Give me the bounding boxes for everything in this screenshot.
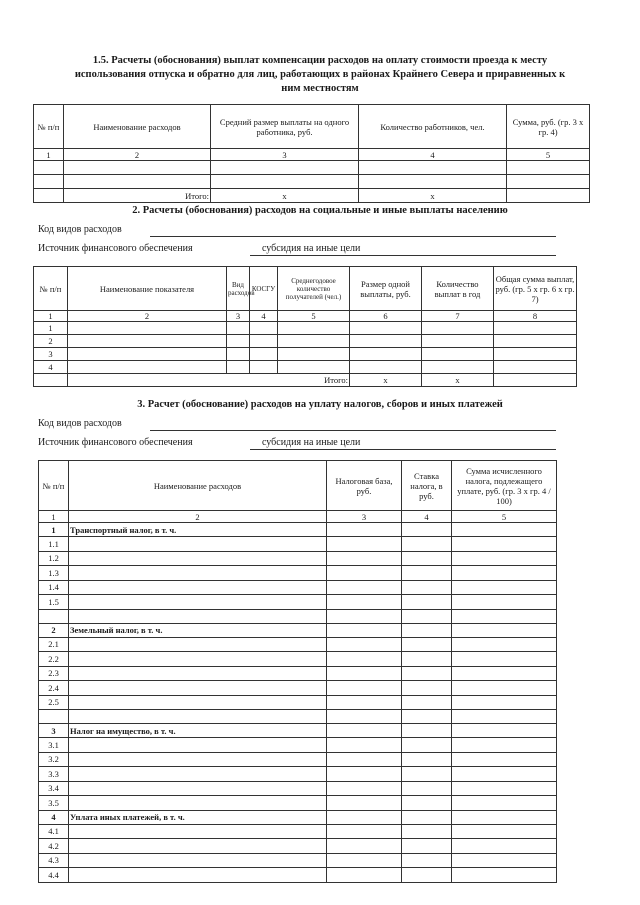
empty-cell[interactable] <box>402 609 452 623</box>
empty-cell[interactable] <box>402 724 452 738</box>
empty-cell[interactable] <box>402 537 452 552</box>
empty-cell[interactable] <box>327 824 402 839</box>
section-2-title: 2. Расчеты (обоснования) расходов на социальные и иные выплаты населению <box>132 205 508 216</box>
tax-subrow <box>39 695 557 710</box>
header-cell: Сумма исчисленного налога, подлежащего уплате, руб. (гр. 3 х гр. 4 / 100) <box>452 461 557 511</box>
header-cell: Ставка налога, в руб. <box>402 461 452 511</box>
section-3-title: 3. Расчет (обоснование) расходов на уплату налогов, сборов и иных платежей <box>137 399 503 410</box>
tax-subrow <box>39 796 557 811</box>
sub-number: 3.5 <box>39 796 69 811</box>
source-line[interactable] <box>250 255 556 256</box>
empty-cell[interactable] <box>69 595 327 610</box>
header-cell: Размер одной выплаты, руб. <box>350 267 422 311</box>
empty-cell[interactable] <box>278 361 350 374</box>
empty-cell[interactable] <box>350 361 422 374</box>
empty-cell[interactable] <box>278 335 350 348</box>
col-number: 1 <box>34 311 68 322</box>
empty-cell[interactable] <box>278 348 350 361</box>
sub-number: 1.1 <box>39 537 69 552</box>
empty-cell[interactable] <box>402 853 452 868</box>
sub-number: 4.4 <box>39 868 69 883</box>
empty-cell[interactable] <box>69 551 327 566</box>
group-number: 2 <box>39 623 69 637</box>
sub-number: 3.1 <box>39 738 69 753</box>
code-label: Код видов расходов <box>38 224 122 235</box>
tax-subrow <box>39 839 557 854</box>
empty-cell[interactable] <box>227 322 250 335</box>
tax-group-row <box>39 523 557 537</box>
empty-cell[interactable] <box>452 566 557 581</box>
total-x: x <box>350 374 422 387</box>
group-number: 1 <box>39 523 69 537</box>
table-2 <box>33 266 577 387</box>
empty-cell[interactable] <box>327 637 402 652</box>
empty-cell[interactable] <box>402 681 452 696</box>
empty-cell[interactable] <box>350 348 422 361</box>
tax-subrow <box>39 824 557 839</box>
total-x: x <box>359 189 507 203</box>
empty-cell[interactable] <box>494 322 577 335</box>
empty-cell[interactable] <box>402 752 452 767</box>
col-number: 4 <box>359 149 507 161</box>
empty-cell[interactable] <box>227 361 250 374</box>
empty-cell[interactable] <box>452 609 557 623</box>
empty-cell[interactable] <box>69 767 327 782</box>
empty-cell[interactable] <box>327 738 402 753</box>
empty-cell[interactable] <box>250 348 278 361</box>
empty-cell[interactable] <box>327 767 402 782</box>
empty-cell[interactable] <box>452 652 557 667</box>
group-name: Налог на имущество, в т. ч. <box>69 724 327 738</box>
col-number: 4 <box>402 511 452 523</box>
empty-cell[interactable] <box>452 595 557 610</box>
empty-cell[interactable] <box>227 348 250 361</box>
sub-number: 3.2 <box>39 752 69 767</box>
empty-cell[interactable] <box>402 868 452 883</box>
tax-subrow <box>39 595 557 610</box>
header-cell: КОСГУ <box>250 267 278 311</box>
empty-cell[interactable] <box>494 348 577 361</box>
code-label: Код видов расходов <box>38 418 122 429</box>
empty-cell[interactable] <box>452 551 557 566</box>
empty-cell[interactable] <box>327 853 402 868</box>
empty-cell[interactable] <box>69 839 327 854</box>
empty-cell[interactable] <box>402 810 452 824</box>
empty-cell[interactable] <box>69 695 327 710</box>
title-line: 1.5. Расчеты (обоснования) выплат компенсации расходов на оплату стоимости проезда к месту <box>92 55 548 66</box>
empty-cell[interactable] <box>452 580 557 595</box>
empty-cell[interactable] <box>402 710 452 724</box>
section-1-5-title <box>30 54 610 96</box>
empty-cell[interactable] <box>452 537 557 552</box>
total-sum-cell[interactable] <box>494 374 577 387</box>
header-cell: № п/п <box>39 461 69 511</box>
empty-cell[interactable] <box>69 781 327 796</box>
empty-cell[interactable] <box>452 781 557 796</box>
empty-cell[interactable] <box>507 175 590 189</box>
empty-cell <box>34 189 64 203</box>
spacer-row <box>39 710 557 724</box>
empty-cell[interactable] <box>452 868 557 883</box>
empty-cell[interactable] <box>327 796 402 811</box>
empty-cell[interactable] <box>402 637 452 652</box>
col-number: 5 <box>278 311 350 322</box>
tax-group-row <box>39 810 557 824</box>
empty-cell[interactable] <box>250 361 278 374</box>
empty-cell[interactable] <box>327 681 402 696</box>
header-cell: Наименование показателя <box>68 267 227 311</box>
group-name: Уплата иных платежей, в т. ч. <box>69 810 327 824</box>
empty-cell[interactable] <box>69 853 327 868</box>
table-3 <box>38 460 557 883</box>
empty-cell[interactable] <box>402 695 452 710</box>
empty-cell[interactable] <box>69 738 327 753</box>
tax-subrow <box>39 781 557 796</box>
header-cell: Вид расходов <box>227 267 250 311</box>
empty-cell[interactable] <box>452 810 557 824</box>
empty-cell[interactable] <box>422 335 494 348</box>
empty-cell <box>39 609 69 623</box>
empty-cell[interactable] <box>327 710 402 724</box>
sub-number: 3.4 <box>39 781 69 796</box>
col-number: 7 <box>422 311 494 322</box>
header-cell: № п/п <box>34 267 68 311</box>
header-cell: Сумма, руб. (гр. 3 х гр. 4) <box>507 105 590 149</box>
code-line[interactable] <box>150 236 556 237</box>
empty-cell[interactable] <box>69 566 327 581</box>
empty-cell[interactable] <box>452 796 557 811</box>
empty-cell[interactable] <box>327 781 402 796</box>
empty-cell[interactable] <box>402 566 452 581</box>
header-cell: Наименование расходов <box>69 461 327 511</box>
empty-cell[interactable] <box>494 335 577 348</box>
table-1-5 <box>33 104 590 203</box>
title-line: использования отпуска и обратно для лиц, работающих в районах Крайнего Севера и приравненных к <box>74 69 566 80</box>
empty-cell[interactable] <box>69 666 327 681</box>
empty-cell[interactable] <box>452 824 557 839</box>
empty-cell[interactable] <box>327 695 402 710</box>
empty-cell[interactable] <box>34 161 64 175</box>
header-cell: Количество работников, чел. <box>359 105 507 149</box>
empty-cell[interactable] <box>494 361 577 374</box>
col-number: 2 <box>64 149 211 161</box>
tax-subrow <box>39 580 557 595</box>
source-line[interactable] <box>250 449 556 450</box>
empty-cell[interactable] <box>69 681 327 696</box>
empty-cell[interactable] <box>69 796 327 811</box>
tax-group-row <box>39 623 557 637</box>
empty-cell[interactable] <box>211 161 359 175</box>
empty-cell[interactable] <box>452 724 557 738</box>
empty-cell[interactable] <box>402 666 452 681</box>
empty-cell[interactable] <box>359 161 507 175</box>
code-line[interactable] <box>150 430 556 431</box>
empty-cell[interactable] <box>452 637 557 652</box>
source-value: субсидия на иные цели <box>262 243 361 254</box>
sub-number: 2.2 <box>39 652 69 667</box>
sub-number: 1.4 <box>39 580 69 595</box>
empty-cell[interactable] <box>422 322 494 335</box>
empty-cell[interactable] <box>69 710 327 724</box>
title-line: ним местностям <box>281 83 359 94</box>
empty-cell[interactable] <box>402 523 452 537</box>
source-label: Источник финансового обеспечения <box>38 243 193 254</box>
group-name: Транспортный налог, в т. ч. <box>69 523 327 537</box>
sub-number: 2.1 <box>39 637 69 652</box>
source-value: субсидия на иные цели <box>262 437 361 448</box>
empty-cell <box>39 710 69 724</box>
empty-cell[interactable] <box>402 781 452 796</box>
tax-subrow <box>39 566 557 581</box>
tax-subrow <box>39 652 557 667</box>
empty-cell[interactable] <box>452 738 557 753</box>
col-number: 8 <box>494 311 577 322</box>
empty-cell[interactable] <box>69 580 327 595</box>
empty-cell[interactable] <box>327 752 402 767</box>
sub-number: 4.2 <box>39 839 69 854</box>
empty-cell[interactable] <box>69 824 327 839</box>
empty-cell[interactable] <box>359 175 507 189</box>
empty-cell[interactable] <box>327 724 402 738</box>
empty-cell[interactable] <box>452 710 557 724</box>
sub-number: 2.3 <box>39 666 69 681</box>
col-number: 6 <box>350 311 422 322</box>
group-number: 3 <box>39 724 69 738</box>
empty-cell[interactable] <box>402 551 452 566</box>
tax-subrow <box>39 666 557 681</box>
empty-cell[interactable] <box>69 868 327 883</box>
header-cell: № п/п <box>34 105 64 149</box>
empty-cell[interactable] <box>278 322 350 335</box>
empty-cell[interactable] <box>64 175 211 189</box>
empty-cell[interactable] <box>69 609 327 623</box>
empty-cell[interactable] <box>402 595 452 610</box>
empty-cell[interactable] <box>402 623 452 637</box>
sub-number: 1.3 <box>39 566 69 581</box>
empty-cell[interactable] <box>327 609 402 623</box>
header-cell: Налоговая база, руб. <box>327 461 402 511</box>
sub-number: 4.3 <box>39 853 69 868</box>
empty-cell[interactable] <box>68 322 227 335</box>
empty-cell[interactable] <box>327 551 402 566</box>
tax-subrow <box>39 853 557 868</box>
row-number: 1 <box>34 322 68 335</box>
empty-cell[interactable] <box>69 652 327 667</box>
total-sum-cell[interactable] <box>507 189 590 203</box>
empty-cell[interactable] <box>68 348 227 361</box>
total-label: Итого: <box>64 189 211 203</box>
empty-cell[interactable] <box>402 580 452 595</box>
empty-cell[interactable] <box>452 767 557 782</box>
header-cell: Средний размер выплаты на одного работника, руб. <box>211 105 359 149</box>
tax-subrow <box>39 868 557 883</box>
sub-number: 4.1 <box>39 824 69 839</box>
col-number: 2 <box>69 511 327 523</box>
empty-cell[interactable] <box>227 335 250 348</box>
empty-cell[interactable] <box>64 161 211 175</box>
col-number: 3 <box>211 149 359 161</box>
tax-subrow <box>39 637 557 652</box>
col-number: 1 <box>39 511 69 523</box>
sub-number: 1.2 <box>39 551 69 566</box>
empty-cell[interactable] <box>452 752 557 767</box>
empty-cell[interactable] <box>69 752 327 767</box>
tax-subrow <box>39 551 557 566</box>
group-name: Земельный налог, в т. ч. <box>69 623 327 637</box>
empty-cell[interactable] <box>211 175 359 189</box>
empty-cell[interactable] <box>327 580 402 595</box>
row-number: 4 <box>34 361 68 374</box>
empty-cell[interactable] <box>402 738 452 753</box>
empty-cell[interactable] <box>68 335 227 348</box>
empty-cell[interactable] <box>402 824 452 839</box>
empty-cell[interactable] <box>507 161 590 175</box>
col-number: 2 <box>68 311 227 322</box>
empty-cell[interactable] <box>69 537 327 552</box>
tax-subrow <box>39 767 557 782</box>
empty-cell[interactable] <box>34 175 64 189</box>
col-number: 3 <box>227 311 250 322</box>
total-x: x <box>211 189 359 203</box>
col-number: 1 <box>34 149 64 161</box>
empty-cell[interactable] <box>452 623 557 637</box>
empty-cell[interactable] <box>250 322 278 335</box>
empty-cell[interactable] <box>452 681 557 696</box>
empty-cell[interactable] <box>452 695 557 710</box>
empty-cell[interactable] <box>250 335 278 348</box>
empty-cell[interactable] <box>350 335 422 348</box>
empty-cell[interactable] <box>327 595 402 610</box>
tax-group-row <box>39 724 557 738</box>
col-number: 5 <box>452 511 557 523</box>
sub-number: 2.4 <box>39 681 69 696</box>
empty-cell[interactable] <box>68 361 227 374</box>
empty-cell[interactable] <box>327 666 402 681</box>
group-number: 4 <box>39 810 69 824</box>
col-number: 3 <box>327 511 402 523</box>
empty-cell[interactable] <box>350 322 422 335</box>
tax-subrow <box>39 537 557 552</box>
empty-cell[interactable] <box>69 637 327 652</box>
empty-cell[interactable] <box>327 652 402 667</box>
empty-cell <box>34 374 68 387</box>
row-number: 3 <box>34 348 68 361</box>
empty-cell[interactable] <box>422 348 494 361</box>
empty-cell[interactable] <box>327 810 402 824</box>
empty-cell[interactable] <box>327 839 402 854</box>
empty-cell[interactable] <box>327 868 402 883</box>
empty-cell[interactable] <box>452 839 557 854</box>
sub-number: 3.3 <box>39 767 69 782</box>
empty-cell[interactable] <box>327 523 402 537</box>
empty-cell[interactable] <box>402 652 452 667</box>
empty-cell[interactable] <box>327 566 402 581</box>
total-label: Итого: <box>68 374 350 387</box>
header-cell: Общая сумма выплат, руб. (гр. 5 х гр. 6 х гр. 7) <box>494 267 577 311</box>
header-cell: Количество выплат в год <box>422 267 494 311</box>
empty-cell[interactable] <box>422 361 494 374</box>
empty-cell[interactable] <box>452 853 557 868</box>
empty-cell[interactable] <box>452 666 557 681</box>
col-number: 4 <box>250 311 278 322</box>
tax-subrow <box>39 738 557 753</box>
sub-number: 1.5 <box>39 595 69 610</box>
tax-subrow <box>39 681 557 696</box>
tax-subrow <box>39 752 557 767</box>
col-number: 5 <box>507 149 590 161</box>
empty-cell[interactable] <box>327 537 402 552</box>
empty-cell[interactable] <box>402 796 452 811</box>
row-number: 2 <box>34 335 68 348</box>
source-label: Источник финансового обеспечения <box>38 437 193 448</box>
total-x: x <box>422 374 494 387</box>
sub-number: 2.5 <box>39 695 69 710</box>
header-cell: Наименование расходов <box>64 105 211 149</box>
empty-cell[interactable] <box>327 623 402 637</box>
spacer-row <box>39 609 557 623</box>
empty-cell[interactable] <box>402 839 452 854</box>
empty-cell[interactable] <box>402 767 452 782</box>
empty-cell[interactable] <box>452 523 557 537</box>
header-cell: Среднегодовое количество получателей (чел.) <box>278 267 350 311</box>
